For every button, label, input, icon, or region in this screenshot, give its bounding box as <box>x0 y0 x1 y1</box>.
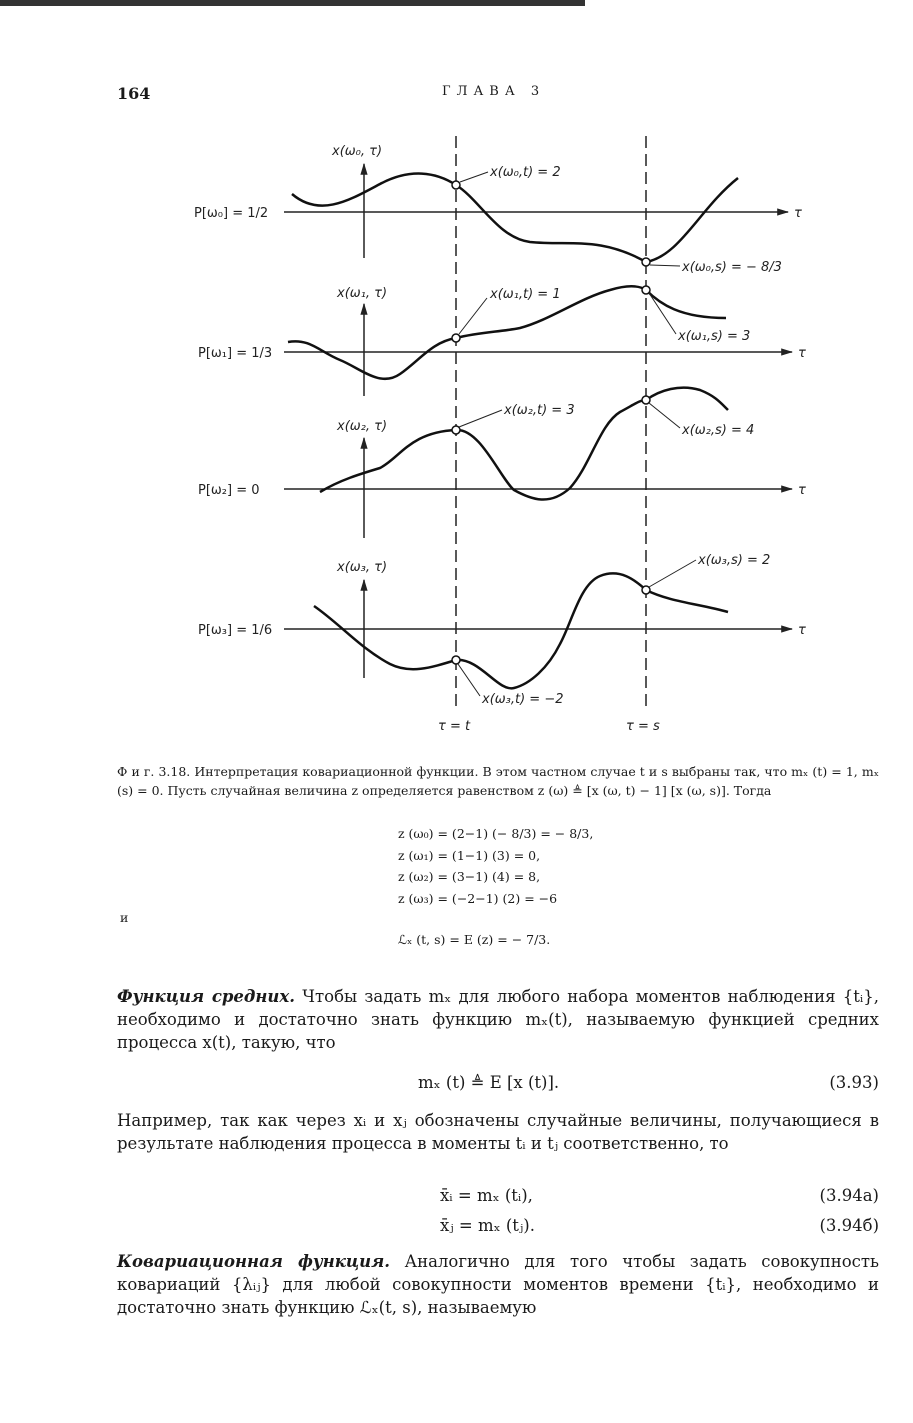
value-t-omega3: x(ω₃,t) = −2 <box>482 692 564 707</box>
covariance-function-paragraph <box>117 1250 879 1319</box>
running-header <box>117 84 877 104</box>
equation-3-94b-number: (3.94б) <box>819 1216 879 1235</box>
equation-3-94a-number: (3.94а) <box>819 1186 879 1205</box>
tau-label-omega3: τ <box>798 623 806 638</box>
caption-eq-omega0: z (ω₀) = (2−1) (− 8/3) = − 8/3, <box>398 826 594 841</box>
equation-3-94a: x̄ᵢ = mₓ (tᵢ), <box>440 1186 533 1205</box>
sample-path-omega1 <box>198 286 806 396</box>
mean-function-heading: Функция средних. <box>117 987 296 1006</box>
point-s-omega0 <box>642 258 650 266</box>
value-s-omega3: x(ω₃,s) = 2 <box>698 553 771 568</box>
point-t-omega0 <box>452 181 460 189</box>
value-t-omega2: x(ω₂,t) = 3 <box>504 403 575 418</box>
mean-function-text: Чтобы задать mₓ для любого набора моментов наблюдения {tᵢ}, необходимо и достаточно знать функцию mₓ(t), называемую функцией средних процесса x(t), такую, что <box>117 987 879 1052</box>
curve-omega3 <box>314 573 728 688</box>
scan-top-edge <box>0 0 585 6</box>
equation-3-93-number: (3.93) <box>829 1073 879 1092</box>
value-s-omega1: x(ω₁,s) = 3 <box>678 329 751 344</box>
prob-label-omega3: P[ω₃] = 1/6 <box>198 623 273 638</box>
mean-function-paragraph <box>117 985 879 1054</box>
caption-covariance-result: ℒₓ (t, s) = E (z) = − 7/3. <box>398 932 551 947</box>
sample-path-omega2 <box>198 388 806 538</box>
caption-eq-omega1: z (ω₁) = (1−1) (3) = 0, <box>398 847 541 863</box>
sample-path-omega0 <box>194 144 802 275</box>
axis-label-omega0: x(ω₀, τ) <box>332 144 383 159</box>
caption-conjunction: и <box>120 910 129 925</box>
axis-label-omega1: x(ω₁, τ) <box>337 286 388 301</box>
figure-caption: Ф и г. 3.18. Интерпретация ковариационной функции. В этом частном случае t и s выбраны так, что mₓ (t) = 1, mₓ (s) = 0. Пусть случайная величина z определяется равенством z (ω) ≜ [x (ω, t) − 1] [x (ω, s)]. Тогда <box>117 764 879 798</box>
mean-example-paragraph: Например, так как через xᵢ и xⱼ обозначены случайные величины, получающиеся в результате наблюдения процесса в моменты tᵢ и tⱼ соответственно, то <box>117 1111 879 1153</box>
value-s-omega0: x(ω₀,s) = − 8/3 <box>682 260 782 275</box>
caption-eq-omega2: z (ω₂) = (3−1) (4) = 8, <box>398 869 541 884</box>
prob-label-omega2: P[ω₂] = 0 <box>198 483 260 498</box>
value-t-omega1: x(ω₁,t) = 1 <box>490 287 561 302</box>
sample-path-omega3 <box>198 553 806 707</box>
prob-label-omega1: P[ω₁] = 1/3 <box>198 346 273 361</box>
tau-label-omega1: τ <box>798 346 806 361</box>
curve-omega0 <box>292 174 738 262</box>
equation-3-94b: x̄ⱼ = mₓ (tⱼ). <box>440 1216 535 1235</box>
tau-equals-t-label: τ = t <box>438 719 471 734</box>
axis-label-omega2: x(ω₂, τ) <box>337 419 388 434</box>
value-t-omega0: x(ω₀,t) = 2 <box>490 165 561 180</box>
prob-label-omega0: P[ω₀] = 1/2 <box>194 206 269 221</box>
caption-eq-omega3: z (ω₃) = (−2−1) (2) = −6 <box>398 890 558 906</box>
value-s-omega2: x(ω₂,s) = 4 <box>682 423 755 438</box>
equation-3-93: mₓ (t) ≜ E [x (t)]. <box>418 1073 560 1092</box>
chapter-title: ГЛАВА 3 <box>442 84 546 99</box>
covariance-function-heading: Ковариационная функция. <box>117 1252 391 1271</box>
covariance-figure <box>180 128 820 738</box>
page-number: 164 <box>117 84 151 103</box>
covariance-function-text: Аналогично для того чтобы задать совокупность ковариаций {λᵢⱼ} для любой совокупности моментов времени {tᵢ}, необходимо и достаточно знать функцию ℒₓ(t, s), называемую <box>117 1252 880 1317</box>
tau-label-omega2: τ <box>798 483 806 498</box>
caption-equations <box>398 823 728 909</box>
tau-equals-s-label: τ = s <box>626 719 660 734</box>
axis-label-omega3: x(ω₃, τ) <box>337 560 388 575</box>
figure-svg <box>180 128 820 738</box>
tau-label-omega0: τ <box>794 206 802 221</box>
